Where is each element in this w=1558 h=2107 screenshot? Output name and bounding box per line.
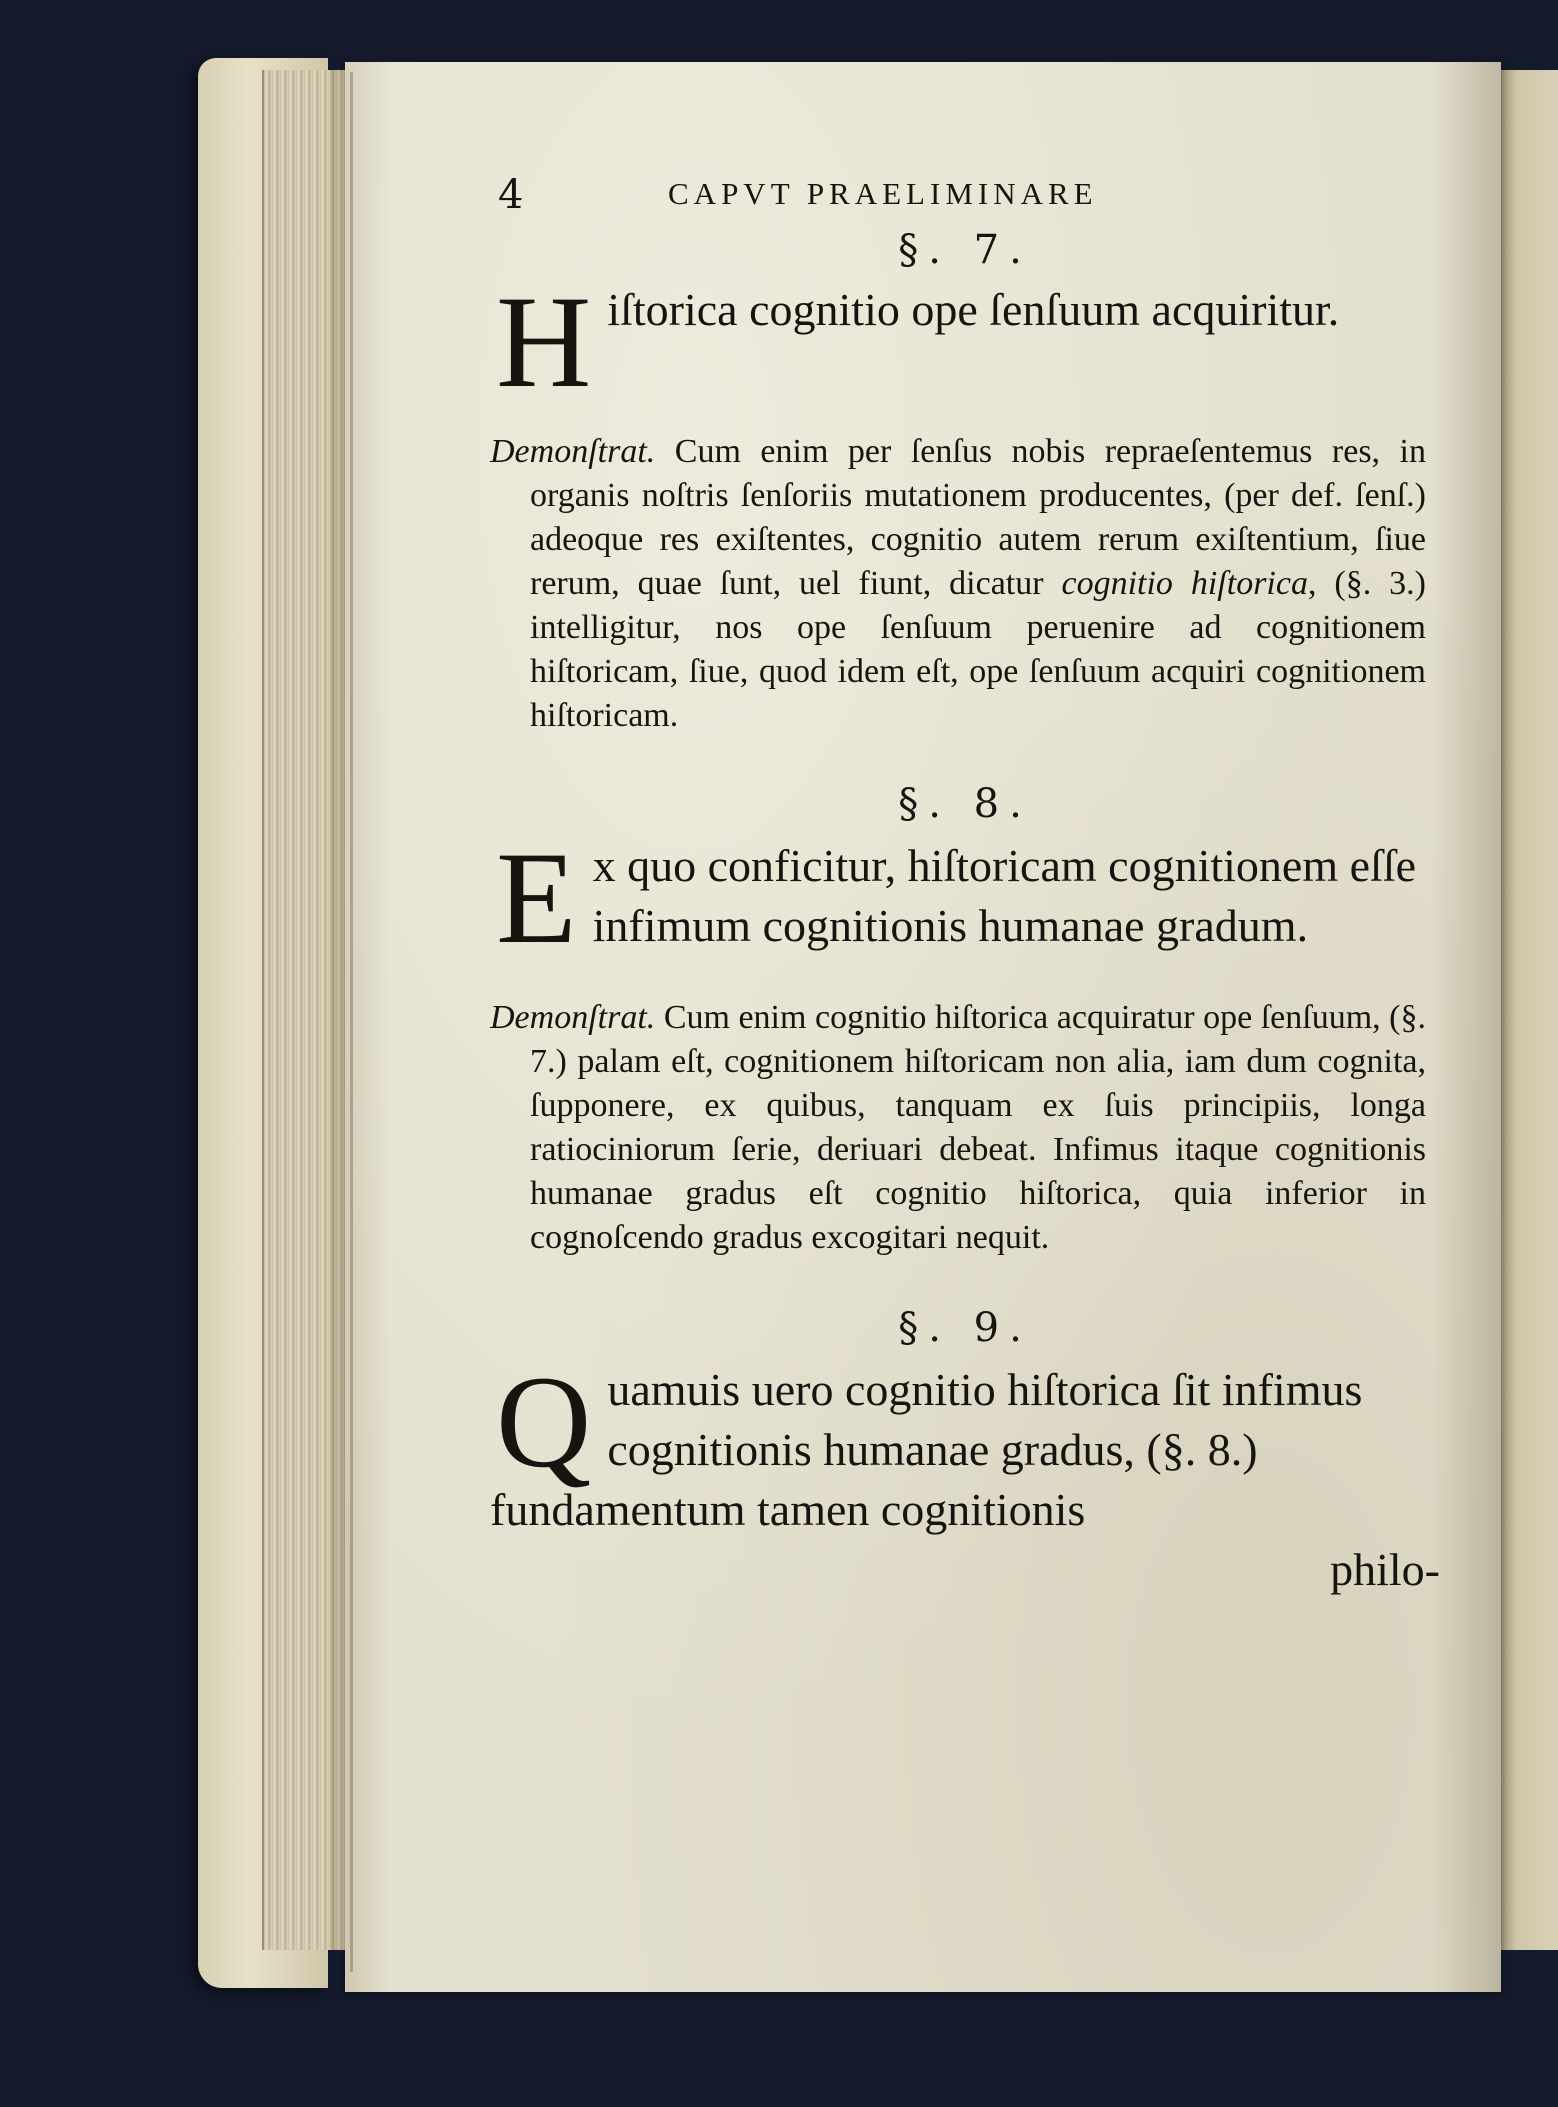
- demonstration-label: Demonſtrat.: [490, 433, 656, 470]
- demonstration: [490, 996, 1426, 1260]
- proposition: [490, 1348, 1432, 1540]
- proposition: [490, 268, 1432, 415]
- proposition: [490, 824, 1432, 971]
- demonstration-label: Demonſtrat.: [490, 999, 656, 1036]
- proposition-text: iſtorica cognitio ope ſenſuum acquiritur.: [607, 284, 1340, 335]
- drop-cap: E: [496, 824, 577, 971]
- demonstration-text: Cum enim per ſenſus nobis repraeſentemus res, in organis noſtris ſenſoriis mutationem producentes, (per def. ſenſ.) adeoque res exiſtentes, cognitio autem rerum exiſtentium, ſiue rerum, quae ſunt, uel fiunt, dicatur cognitio hiſtorica, (§. 3.) intelligitur, nos ope ſenſuum peruenire ad cognitionem hiſtoricam, ſiue, quod idem eſt, ope ſenſuum acquiri cognitionem hiſtoricam.: [530, 433, 1426, 734]
- section-heading: §. 9.: [898, 1305, 1032, 1351]
- drop-cap: Q: [496, 1348, 592, 1495]
- running-title: CAPVT PRAELIMINARE: [668, 176, 1098, 211]
- section-heading: §. 7.: [898, 227, 1032, 273]
- catchword: philo-: [1330, 1544, 1440, 1595]
- running-head: [490, 150, 1440, 220]
- emphasis: cognitio hiſtorica: [1061, 565, 1308, 602]
- proposition-text: x quo conficitur, hiſtoricam cognitionem eſſe infimum cognitionis humanae gradum.: [592, 840, 1417, 951]
- demonstration-text: Cum enim cognitio hiſtorica acquiratur ope ſenſuum, (§. 7.) palam eſt, cognitionem hiſtoricam non alia, iam dum cognita, ſupponere, ex quibus, tanquam ex ſuis principiis, longa ratiociniorum ſerie, deriuari debeat. Infimus itaque cognitionis humanae gradus eſt cognitio hiſtorica, quia inferior in cognoſcendo gradus excogitari nequit.: [530, 999, 1426, 1256]
- page-text: [490, 150, 1440, 1600]
- facing-page-edge: [1498, 70, 1558, 1950]
- proposition-text: uamuis uero cognitio hiſtorica ſit infimus cognitionis humanae gradus, (§. 8.) fundamentum tamen cognitionis: [490, 1364, 1363, 1535]
- section-heading: §. 8.: [898, 781, 1032, 827]
- demonstration: [490, 430, 1426, 738]
- page-number: 4: [498, 172, 524, 218]
- drop-cap: H: [496, 268, 592, 415]
- gutter-line: [350, 72, 353, 1972]
